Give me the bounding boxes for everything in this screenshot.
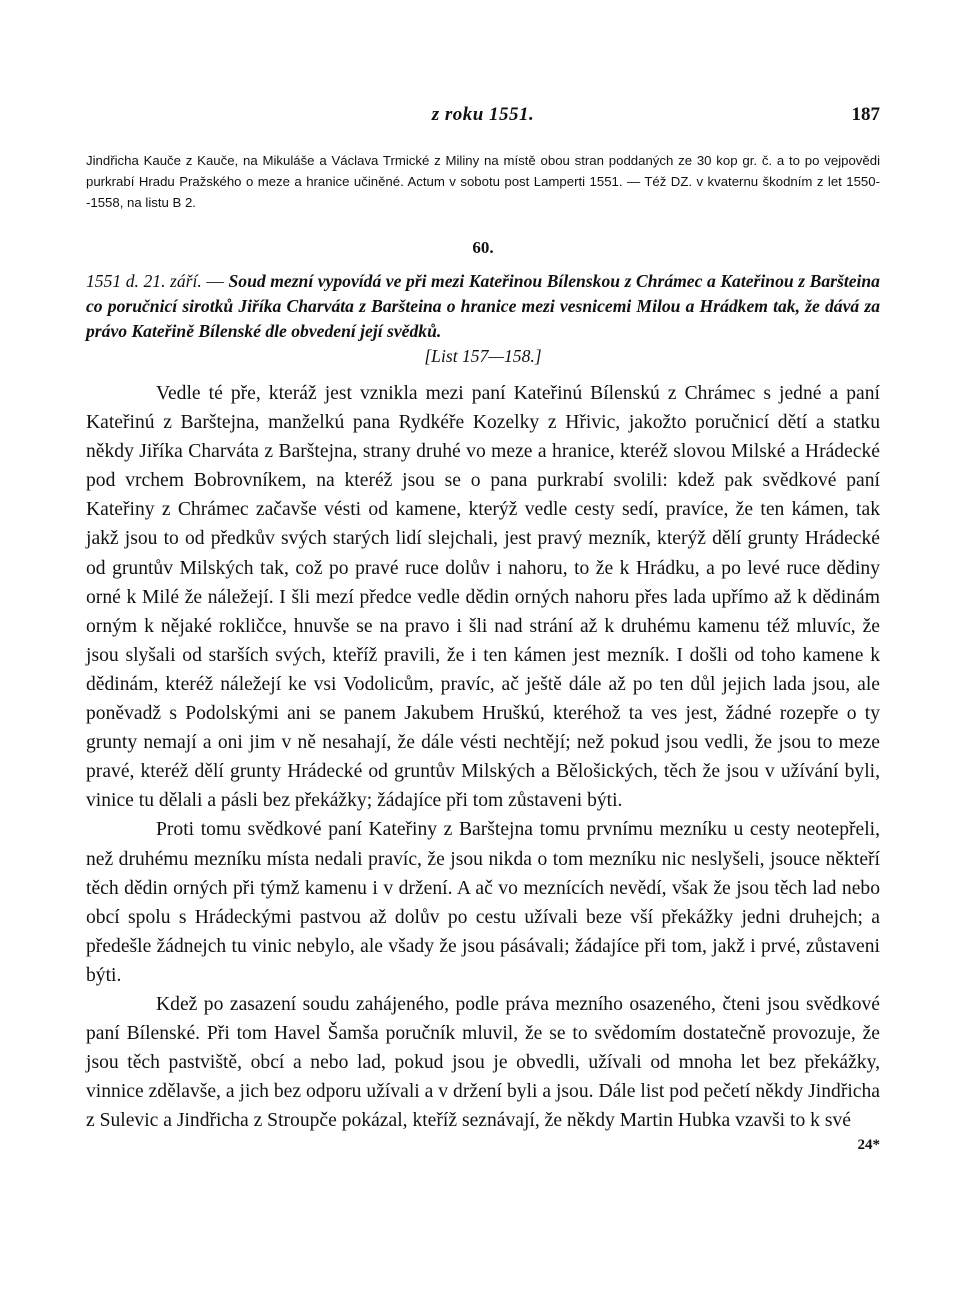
preceding-note: Jindřicha Kauče z Kauče, na Mikuláše a Václava Trmické z Miliny na místě obou stran poddaných ze 30 kop gr. č. a to po vejpovědi purkrabí Hradu Pražského o meze a hranice učiněné. Actum v sobotu post Lamperti 1551. — Též DZ. v kvaternu škodním z let 1550--1558, na listu B 2. [86, 153, 880, 210]
document-body [86, 379, 880, 1135]
document-number: 60. [472, 238, 494, 257]
body-paragraph: Proti tomu svědkové paní Kateřiny z Barštejna tomu prvnímu mezníku u cesty neotepřeli, než druhému mezníku místa nedali pravíc, že jsou nikda o tom mezníku nic neslyšeli, jsouce někteří těch dědin orných při týmž kamenu i v držení. A ač vo meznících nevědí, však že jsou těch lad nebo obcí spolu s Hrádeckými pastvou až dolův po cestu užívali beze vší překážky jedni druhejch; a předešle žádnejch tu vinic nebylo, ale všady že jsou pásávali; žádajíce při tom, jakž i prvé, zůstaveni býti. [86, 819, 880, 986]
summary-dash: — [206, 271, 224, 291]
running-head [86, 98, 880, 126]
page-number: 187 [851, 104, 880, 125]
running-title: z roku 1551. [431, 104, 535, 125]
source-reference: [List 157—158.] [424, 346, 542, 366]
body-paragraph: Kdež po zasazení soudu zahájeného, podle práva mezního osazeného, čteni jsou svědkové paní Bílenské. Při tom Havel Šamša poručník mluvil, že se to svědomím dostatečně provozuje, že jsou těch pastviště, obcí a nebo lad, pokud jsou je obvedli, užívali od mnoha let bez překážky, vinnice zdělavše, a jich bez odporu užívali a v držení byli a jsou. Dále list pod pečetí někdy Jindřicha z Sulevic a Jindřicha z Stroupče pokázal, kteříž seznávají, že někdy Martin Hubka vzavši to k své [86, 993, 880, 1132]
book-page [86, 98, 880, 1154]
body-paragraph: Vedle té pře, kteráž jest vznikla mezi paní Kateřinú Bílenskú z Chrámec s jedné a paní Kateřinú z Barštejna, manželkú pana Rydkéře Kozelky z Hřivic, jakožto poručnicí dětí a statku někdy Jiříka Charváta z Barštejna, strany druhé vo meze a hranice, kteréž slovou Milské a Hrádecké pod vrchem Bobrovníkem, na kteréž jsou se o pana purkrabí svolili: kdež pak svědkové paní Kateřiny z Chrámec začavše vésti od kamene, kterýž vedle cesty sedí, pravíce, že ten kámen, tak jakž jsou to od předkův svých starých lidí slejchali, jest pravý mezník, kterýž dělí grunty Hrádecké od gruntův Milských tak, což po pravé ruce dolův i nahoru, to že k Hrádku, a po levé ruce dědiny orné k Milé že náležejí. I šli mezí předce vedle dědin orných nahoru přes lada upřímo až k dědinám orným k nějaké rokličce, hnuvše se na pravo i šli nad strání až k druhému kamenu též mluvíc, že jsou slyšali od starších svých, kteříž pravili, že i ten kámen jest mezník. I došli od toho kamene k dědinám, kteréž náležejí ke vsi Vodolicům, pravíc, ač ještě dále až po ten důl jejich lada jsou, ale poněvadž s Podolskými ani se panem Jakubem Hruškú, kteréhož ta ves jest, žádné rozepře o ty grunty nemají a oni jim v ně nesahají, že dále vésti nechtějí; než pokud jsou vedli, že jsou to meze pravé, kteréž dělí grunty Hrádecké od gruntův Milských a Bělošických, těch že jsou v užívání byli, vinice tu dělali a pásli bez překážky; žádajíce při tom zůstaveni býti. [86, 383, 880, 812]
signature-mark: 24* [857, 1137, 880, 1154]
document-date: 1551 d. 21. září. [86, 271, 202, 291]
summary-text: Soud mezní vypovídá ve při mezi Kateřinou Bílenskou z Chrámec a Kateřinou z Baršteina co poručnicí sirotků Jiříka Charváta z Baršteina o hranice mezi vesnicemi Milou a Hrádkem tak, že dává za právo Kateřině Bílenské dle obvedení její svědků. [86, 271, 880, 341]
document-summary [86, 269, 880, 344]
